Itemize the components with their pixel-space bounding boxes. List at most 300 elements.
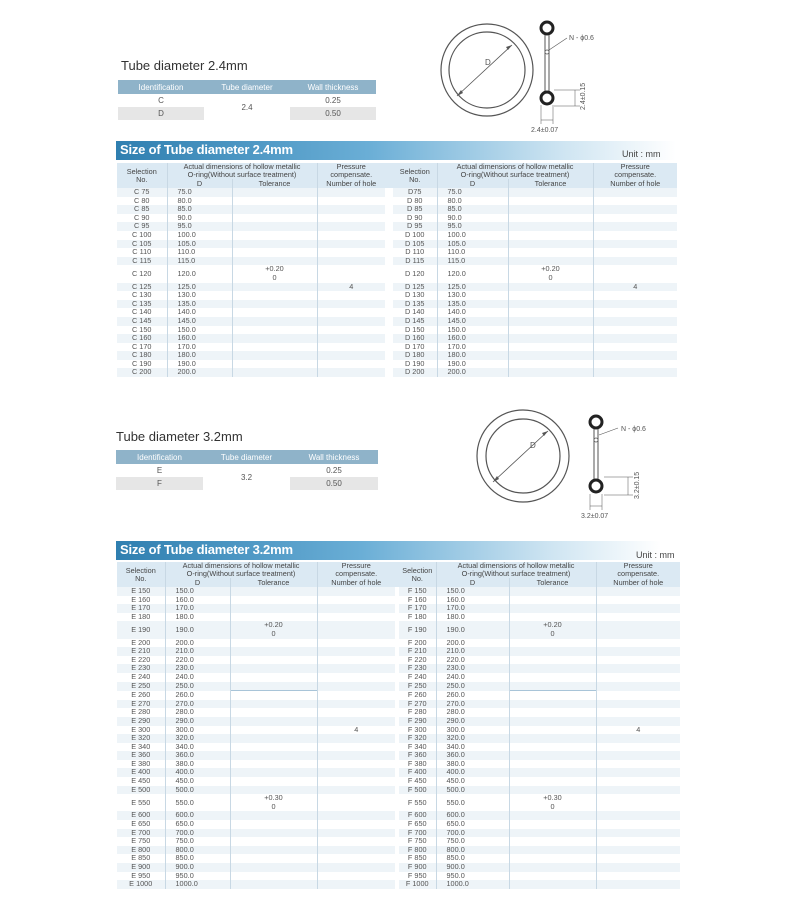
number-of-hole-cell [317,647,395,656]
number-of-hole-cell [596,811,680,820]
d-value-cell: 105.0 [437,240,508,249]
tolerance-cell [230,837,317,846]
number-of-hole-cell [317,760,395,769]
selection-no-cell: F 180 [399,613,436,622]
d-value-cell: 90.0 [167,214,232,223]
d-value-cell: 700.0 [436,829,509,838]
number-of-hole-cell [596,656,680,665]
number-of-hole-cell [596,846,680,855]
header-actual-dimensions: Actual dimensions of hollow metallic O-ring(Without surface treatment) [437,163,593,179]
number-of-hole-cell [596,854,680,863]
d-value-cell: 95.0 [167,222,232,231]
header-pressure: Pressure compensate. [596,562,680,578]
d-value-cell: 120.0 [437,265,508,282]
section-title-2-4: Tube diameter 2.4mm [121,58,248,73]
selection-no-cell: D 105 [393,240,437,249]
number-of-hole-value: 4 [633,281,638,291]
selection-no-cell: F 320 [399,734,436,743]
tolerance-cell [232,205,317,214]
tolerance-cell [508,197,593,206]
d-value-cell: 200.0 [436,639,509,648]
selection-no-cell: F 150 [399,587,436,596]
table-row [117,326,677,335]
number-of-hole-cell [317,691,395,700]
d-value-cell: 240.0 [165,673,230,682]
number-of-hole-cell [593,326,677,335]
table-row [117,351,677,360]
number-of-hole-cell [593,257,677,266]
tolerance-cell [509,700,596,709]
d-value-cell: 210.0 [436,647,509,656]
tolerance-cell [509,820,596,829]
selection-no-cell: E 180 [117,613,165,622]
hole-label: N - ϕ0.6 [569,35,594,42]
table-row [117,257,677,266]
tolerance-cell [232,334,317,343]
selection-no-cell: C 75 [117,188,167,197]
header-pressure: Pressure compensate. [593,163,677,179]
number-of-hole-cell [593,214,677,223]
selection-no-cell: C 145 [117,317,167,326]
number-of-hole-cell [317,283,385,292]
selection-no-cell: F 290 [399,717,436,726]
d-value-cell: 75.0 [437,188,508,197]
d-value-cell: 145.0 [167,317,232,326]
tolerance-cell [509,726,596,735]
tolerance-cell [508,248,593,257]
selection-no-cell: F 190 [399,621,436,638]
d-value-cell: 150.0 [165,587,230,596]
d-value-cell: 950.0 [436,872,509,881]
selection-no-cell: F 280 [399,708,436,717]
tolerance-cell [230,751,317,760]
tolerance-cell [508,317,593,326]
d-value-cell: 400.0 [165,768,230,777]
header-identification: Identification [116,450,203,464]
diameter-label: D [530,441,536,450]
d-value-cell: 80.0 [167,197,232,206]
table-row [117,613,680,622]
wall-thickness-value: 0.25 [325,96,341,105]
number-of-hole-cell [596,751,680,760]
ring-diagram-3-2 [468,398,668,523]
vertical-dim-label: 3.2±0.15 [634,471,641,499]
number-of-hole-cell [317,257,385,266]
selection-no-cell: F 650 [399,820,436,829]
header-actual-dimensions: Actual dimensions of hollow metallic O-ring(Without surface treatment) [167,163,317,179]
tolerance-cell [230,621,317,638]
selection-no-cell: C 190 [117,360,167,369]
tolerance-cell [232,360,317,369]
table-row [117,596,680,605]
tolerance-cell [508,214,593,223]
tolerance-cell [509,664,596,673]
selection-no-cell: E 360 [117,751,165,760]
tolerance-cell [509,621,596,638]
header-wall-thickness: Wall thickness [290,450,378,464]
d-value-cell: 115.0 [167,257,232,266]
selection-no-cell: D 90 [393,214,437,223]
number-of-hole-cell [596,837,680,846]
number-of-hole-cell [593,360,677,369]
number-of-hole-cell [317,604,395,613]
d-value-cell: 240.0 [436,673,509,682]
d-value-cell: 140.0 [167,308,232,317]
table-row [117,794,680,811]
size-table-3-2 [117,562,680,889]
d-value-cell: 85.0 [167,205,232,214]
tolerance-cell [230,777,317,786]
d-value-cell: 140.0 [437,308,508,317]
d-value-cell: 135.0 [437,300,508,309]
banner-title: Size of Tube diameter 2.4mm [120,142,293,157]
number-of-hole-cell [596,708,680,717]
number-of-hole-cell [317,248,385,257]
number-of-hole-cell [593,248,677,257]
tolerance-cell [232,240,317,249]
d-value-cell: 380.0 [165,760,230,769]
number-of-hole-cell [317,231,385,240]
d-value-cell: 320.0 [436,734,509,743]
number-of-hole-cell [593,188,677,197]
number-of-hole-cell [317,820,395,829]
table-row [117,700,680,709]
number-of-hole-cell [593,231,677,240]
d-value-cell: 360.0 [165,751,230,760]
tolerance-cell [230,587,317,596]
d-value-cell: 130.0 [437,291,508,300]
number-of-hole-cell [317,786,395,795]
number-of-hole-cell [593,205,677,214]
d-value-cell: 100.0 [437,231,508,240]
table-row [117,656,680,665]
d-value-cell: 1000.0 [436,880,509,889]
selection-no-cell: F 500 [399,786,436,795]
selection-no-cell: F 400 [399,768,436,777]
selection-no-cell: F 170 [399,604,436,613]
selection-no-cell: D 160 [393,334,437,343]
tolerance-cell [230,743,317,752]
selection-no-cell: C 120 [117,265,167,282]
d-value-cell: 380.0 [436,760,509,769]
d-value-cell: 160.0 [437,334,508,343]
d-value-cell: 200.0 [167,368,232,377]
number-of-hole-cell [596,880,680,889]
tolerance-cell [230,664,317,673]
table-row [117,837,680,846]
table-row [117,639,680,648]
selection-no-cell: F 240 [399,673,436,682]
selection-no-cell: F 900 [399,863,436,872]
number-of-hole-cell [317,846,395,855]
number-of-hole-cell [317,673,395,682]
header-wall-thickness: Wall thickness [290,80,376,94]
header-selection: Selection No. [117,562,165,587]
tolerance-cell [509,656,596,665]
selection-no-cell: F 600 [399,811,436,820]
selection-no-cell: F 250 [399,682,436,691]
number-of-hole-cell [317,587,395,596]
number-of-hole-cell [317,214,385,223]
header-tube-diameter: Tube diameter [203,450,290,464]
d-value-cell: 125.0 [167,283,232,292]
number-of-hole-cell [317,308,385,317]
tolerance-cell [232,368,317,377]
tolerance-cell [508,368,593,377]
selection-no-cell: C 135 [117,300,167,309]
identification-value: D [118,107,204,120]
number-of-hole-cell [593,343,677,352]
tolerance-cell [508,231,593,240]
selection-no-cell: E 400 [117,768,165,777]
selection-no-cell: D 130 [393,291,437,300]
tolerance-cell [232,317,317,326]
number-of-hole-cell [317,743,395,752]
tolerance-cell [230,596,317,605]
number-of-hole-cell [317,343,385,352]
tolerance-cell [232,231,317,240]
selection-no-cell: F 210 [399,647,436,656]
table-row [117,240,677,249]
d-value-cell: 150.0 [436,587,509,596]
tolerance-upper: +0.30 [543,793,562,803]
tolerance-cell [509,587,596,596]
d-value-cell: 230.0 [436,664,509,673]
tolerance-cell [508,343,593,352]
selection-no-cell: C 110 [117,248,167,257]
number-of-hole-cell [317,734,395,743]
tolerance-cell [232,188,317,197]
table-row [117,751,680,760]
selection-no-cell: E 650 [117,820,165,829]
d-value-cell: 250.0 [165,682,230,691]
selection-no-cell: E 290 [117,717,165,726]
tolerance-cell [508,334,593,343]
banner-2-4 [116,141,676,160]
d-value-cell: 90.0 [437,214,508,223]
d-value-cell: 800.0 [436,846,509,855]
d-value-cell: 320.0 [165,734,230,743]
tolerance-cell [508,188,593,197]
table-row [117,863,680,872]
table-row [117,308,677,317]
table-row [117,829,680,838]
table-row [117,265,677,282]
d-value-cell: 160.0 [167,334,232,343]
d-value-cell: 850.0 [436,854,509,863]
header-tolerance: Tolerance [232,179,317,188]
table-row [117,872,680,881]
tolerance-cell [508,360,593,369]
number-of-hole-cell [596,760,680,769]
ring-cross-section [531,22,594,134]
selection-no-cell: F 850 [399,854,436,863]
d-value-cell: 150.0 [437,326,508,335]
table-row [117,360,677,369]
tolerance-cell [232,291,317,300]
selection-no-cell: C 140 [117,308,167,317]
d-value-cell: 300.0 [436,726,509,735]
tolerance-cell [230,734,317,743]
number-of-hole-cell [596,863,680,872]
tolerance-cell [232,197,317,206]
tolerance-cell [230,760,317,769]
tolerance-cell [509,682,596,691]
tolerance-cell [509,768,596,777]
ring-diagram-2-4 [430,10,630,140]
tolerance-cell [509,811,596,820]
number-of-hole-cell [317,639,395,648]
selection-no-cell: D 200 [393,368,437,377]
number-of-hole-cell [317,682,395,691]
selection-no-cell: C 160 [117,334,167,343]
d-value-cell: 280.0 [436,708,509,717]
d-value-cell: 600.0 [436,811,509,820]
number-of-hole-cell [596,613,680,622]
selection-no-cell: D 120 [393,265,437,282]
number-of-hole-cell [593,368,677,377]
selection-no-cell: C 105 [117,240,167,249]
tolerance-cell [230,656,317,665]
selection-no-cell: C 115 [117,257,167,266]
table-row [117,726,680,735]
number-of-hole-cell [593,334,677,343]
tolerance-cell [508,300,593,309]
number-of-hole-cell [317,794,395,811]
number-of-hole-value: 4 [349,281,354,291]
selection-no-cell: E 160 [117,596,165,605]
number-of-hole-value: 4 [354,724,359,734]
d-value-cell: 170.0 [437,343,508,352]
selection-no-cell: D75 [393,188,437,197]
number-of-hole-cell [317,880,395,889]
selection-no-cell: D 85 [393,205,437,214]
d-value-cell: 900.0 [436,863,509,872]
selection-no-cell: E 700 [117,829,165,838]
tolerance-cell [230,863,317,872]
table-row [117,854,680,863]
tolerance-cell [230,880,317,889]
tolerance-cell [230,794,317,811]
tolerance-cell [230,829,317,838]
header-selection: Selection No. [399,562,436,587]
selection-no-cell: F 260 [399,691,436,700]
d-value-cell: 180.0 [165,613,230,622]
table-row [117,664,680,673]
selection-no-cell: E 340 [117,743,165,752]
d-value-cell: 750.0 [165,837,230,846]
number-of-hole-cell [317,613,395,622]
selection-no-cell: E 170 [117,604,165,613]
selection-no-cell: F 450 [399,777,436,786]
d-value-cell: 80.0 [437,197,508,206]
tolerance-cell [509,751,596,760]
tolerance-cell [230,708,317,717]
selection-no-cell: F 340 [399,743,436,752]
number-of-hole-cell [317,829,395,838]
vertical-dim-label: 2.4±0.15 [580,82,587,110]
table-row [117,708,680,717]
ring-cross-section [581,416,646,520]
selection-no-cell: E 150 [117,587,165,596]
selection-no-cell: E 250 [117,682,165,691]
tolerance-cell [230,717,317,726]
wall-thickness-value: 0.50 [290,107,376,120]
table-row [117,604,680,613]
horizontal-dim-label: 3.2±0.07 [581,513,609,520]
banner-3-2 [116,541,661,560]
selection-no-cell: E 550 [117,794,165,811]
tolerance-cell [509,846,596,855]
tube-diameter-value: 3.2 [240,472,253,482]
number-of-hole-cell [593,283,677,292]
d-value-cell: 850.0 [165,854,230,863]
d-value-cell: 180.0 [167,351,232,360]
table-row [117,647,680,656]
number-of-hole-cell [317,300,385,309]
table-row [117,673,680,682]
table-row [117,368,677,377]
selection-no-cell: D 125 [393,283,437,292]
tolerance-cell [509,596,596,605]
selection-no-cell: F 160 [399,596,436,605]
number-of-hole-cell [317,751,395,760]
number-of-hole-value: 4 [636,724,641,734]
d-value-cell: 75.0 [167,188,232,197]
d-value-cell: 190.0 [165,621,230,638]
size-table-2-4 [117,163,677,377]
selection-no-cell: E 230 [117,664,165,673]
number-of-hole-cell [596,726,680,735]
table-row [117,717,680,726]
selection-no-cell: E 850 [117,854,165,863]
selection-no-cell: E 270 [117,700,165,709]
tolerance-cell [508,265,593,282]
table-row [117,691,680,700]
number-of-hole-cell [317,188,385,197]
number-of-hole-cell [596,734,680,743]
number-of-hole-cell [317,837,395,846]
d-value-cell: 110.0 [167,248,232,257]
number-of-hole-cell [596,596,680,605]
table-row [117,317,677,326]
d-value-cell: 170.0 [436,604,509,613]
tolerance-cell [509,760,596,769]
selection-no-cell: E 190 [117,621,165,638]
number-of-hole-cell [593,197,677,206]
tolerance-cell [509,743,596,752]
selection-no-cell: C 85 [117,205,167,214]
selection-no-cell: D 80 [393,197,437,206]
tolerance-cell [230,811,317,820]
selection-no-cell: D 100 [393,231,437,240]
number-of-hole-cell [317,368,385,377]
tolerance-cell [230,682,317,691]
tolerance-lower: 0 [550,628,555,638]
d-value-cell: 600.0 [165,811,230,820]
header-actual-dimensions: Actual dimensions of hollow metallic O-ring(Without surface treatment) [436,562,596,578]
tolerance-cell [509,829,596,838]
d-value-cell: 120.0 [167,265,232,282]
tolerance-cell [232,343,317,352]
header-identification: Identification [118,80,204,94]
d-value-cell: 400.0 [436,768,509,777]
unit-label: Unit : mm [622,149,661,159]
selection-no-cell: F 220 [399,656,436,665]
header-number-of-hole: Number of hole [317,179,385,188]
selection-no-cell: E 240 [117,673,165,682]
selection-no-cell: E 200 [117,639,165,648]
